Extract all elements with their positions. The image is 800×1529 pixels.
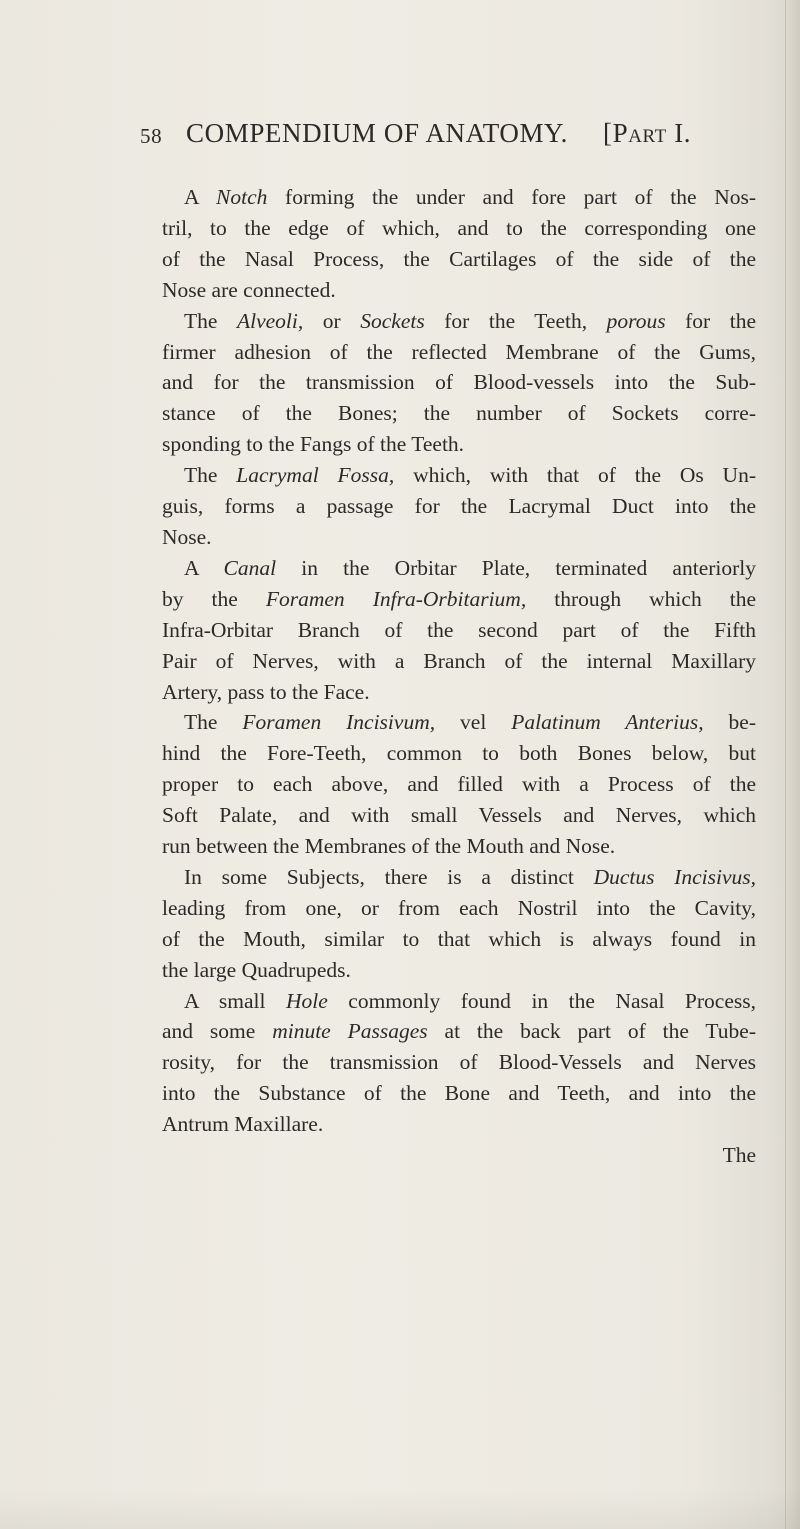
text-run: sponding to the Fangs of the Teeth.	[162, 432, 465, 457]
text-run: forming the under and fore part of the Nos-	[267, 185, 756, 209]
text-run: the large Quadrupeds.	[162, 957, 351, 982]
text-line	[162, 1078, 756, 1109]
text-run: into the Substance of the Bone and Teeth, and into the	[162, 1081, 756, 1106]
italic-term: minute Passages	[272, 1019, 428, 1044]
text-line	[162, 275, 756, 306]
text-run: leading from one, or from each Nostril into the Cavity,	[162, 895, 756, 920]
text-run: commonly found in the Nasal Process,	[327, 988, 756, 1013]
text-line	[162, 244, 756, 275]
text-run: or	[303, 308, 361, 333]
text-run: guis, forms a passage for the Lacrymal Duct into the	[162, 494, 756, 519]
text-line	[162, 800, 756, 831]
text-run: hind the Fore-Teeth, common to both Bones below, but	[162, 741, 756, 766]
text-run: and for the transmission of Blood-vessels into the Sub-	[162, 370, 756, 395]
text-run: In some Subjects, there is a distinct	[184, 864, 594, 889]
italic-term: Foramen Infra-Orbitarium,	[265, 586, 527, 611]
body-text	[162, 182, 756, 1171]
text-run: for the Teeth,	[424, 308, 607, 333]
italic-term: Canal	[223, 555, 277, 580]
text-line	[162, 213, 756, 244]
text-run: The	[184, 463, 237, 488]
part-label: [Part I.	[603, 118, 692, 148]
text-run: of the Nasal Process, the Cartilages of the side of the	[162, 246, 756, 271]
text-run: The	[184, 710, 243, 735]
italic-term: Palatinum Anterius,	[511, 710, 704, 735]
page-bottom-shadow	[0, 1489, 800, 1529]
italic-term: Notch	[216, 185, 268, 209]
text-line	[162, 337, 756, 368]
italic-term: Foramen Incisivum,	[242, 710, 436, 735]
text-line	[162, 955, 756, 986]
page-number: 58	[140, 124, 163, 148]
italic-term: porous	[606, 308, 666, 333]
text-run: which, with that of the Os Un-	[394, 463, 756, 488]
text-run: in the Orbitar Plate, terminated anteriorly	[276, 555, 757, 580]
text-run: Soft Palate, and with small Vessels and Nerves, which	[162, 803, 756, 828]
text-run: vel	[435, 710, 512, 735]
page-gutter	[785, 0, 800, 1529]
text-line	[162, 306, 756, 337]
text-line	[162, 584, 756, 615]
text-run: Antrum Maxillare.	[162, 1112, 324, 1137]
text-run: rosity, for the transmission of Blood-Vessels and Nerves	[162, 1050, 756, 1075]
text-line	[162, 924, 756, 955]
text-line	[162, 1047, 756, 1078]
text-run: be-	[703, 710, 756, 735]
text-run: The	[184, 308, 237, 333]
text-run: The	[722, 1143, 756, 1168]
text-line	[162, 429, 756, 460]
text-run: A small	[184, 988, 286, 1013]
text-line	[162, 182, 756, 213]
italic-term: Sockets	[360, 308, 425, 333]
text-run: by the	[162, 586, 266, 611]
text-line	[162, 862, 756, 893]
text-line	[162, 677, 756, 708]
text-line	[162, 460, 756, 491]
text-run: A	[184, 555, 224, 580]
text-line	[162, 831, 756, 862]
text-run: Artery, pass to the Face.	[162, 679, 370, 704]
text-run: for the	[665, 308, 756, 333]
italic-term: Ductus Incisivus,	[593, 864, 756, 889]
text-line	[162, 893, 756, 924]
text-line	[162, 769, 756, 800]
text-line	[162, 491, 756, 522]
text-run: and some	[162, 1019, 273, 1044]
text-run: stance of the Bones; the number of Sockets corre-	[162, 401, 756, 426]
running-title: COMPENDIUM OF ANATOMY.	[186, 118, 569, 148]
italic-term: Alveoli,	[236, 308, 304, 333]
text-line	[162, 398, 756, 429]
text-line	[162, 367, 756, 398]
text-run: Nose are connected.	[162, 277, 336, 302]
text-run: proper to each above, and filled with a Process of the	[162, 772, 756, 797]
text-run: Nose.	[162, 524, 212, 549]
italic-term: Hole	[285, 988, 328, 1013]
text-run: Pair of Nerves, with a Branch of the internal Maxillary	[162, 648, 756, 673]
text-line	[162, 738, 756, 769]
text-run: Infra-Orbitar Branch of the second part of the Fifth	[162, 617, 756, 642]
text-line	[162, 522, 756, 553]
text-run: A	[184, 185, 217, 209]
text-run: run between the Membranes of the Mouth and Nose.	[162, 834, 616, 859]
text-line	[162, 1109, 756, 1140]
text-line	[162, 553, 756, 584]
italic-term: Lacrymal Fossa,	[236, 463, 395, 488]
text-run: tril, to the edge of which, and to the corresponding one	[162, 215, 756, 240]
text-line	[162, 646, 756, 677]
text-line	[162, 1016, 756, 1047]
text-run: through which the	[526, 586, 756, 611]
text-line	[162, 707, 756, 738]
text-line	[162, 1140, 756, 1171]
text-run: at the back part of the Tube-	[427, 1019, 756, 1044]
text-run: firmer adhesion of the reflected Membrane of the Gums,	[162, 339, 756, 364]
text-line	[162, 986, 756, 1017]
text-run: of the Mouth, similar to that which is always found in	[162, 926, 756, 951]
text-line	[162, 615, 756, 646]
